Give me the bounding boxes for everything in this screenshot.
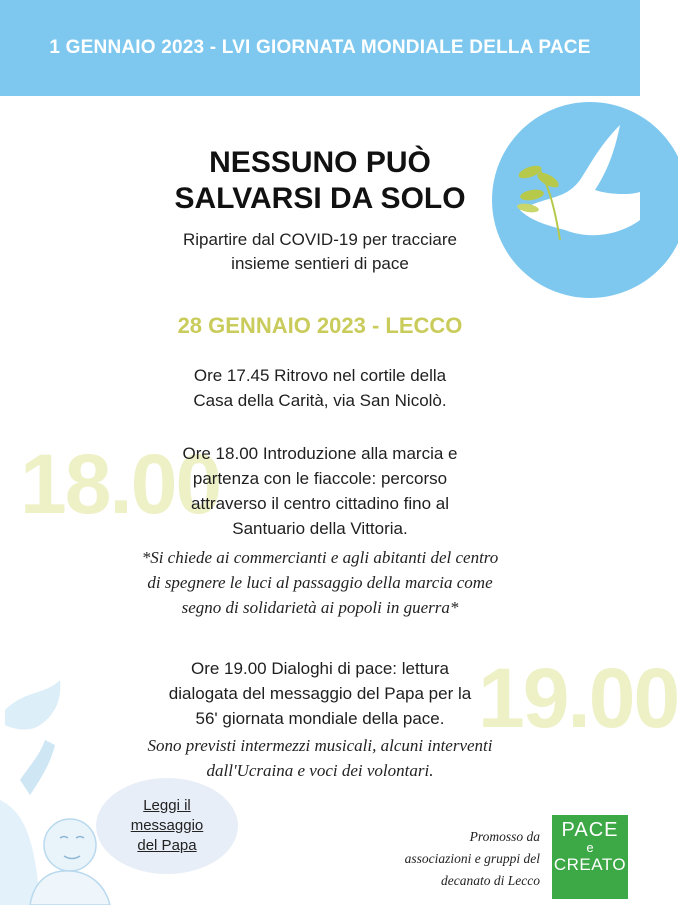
schedule-text: attraverso il centro cittadino fino al [191,494,449,513]
dove-icon [5,680,60,730]
banner-title: 1 GENNAIO 2023 - LVI GIORNATA MONDIALE DELLA PACE [49,37,591,58]
note-text: *Si chiede ai commercianti e agli abitanti del centro [141,548,499,567]
promoter-line: decanato di Lecco [441,873,540,888]
top-banner [0,0,640,96]
button-label-line: messaggio [130,817,204,834]
title-line-2: SALVARSI DA SOLO [174,182,466,215]
note-text: segno di solidarietà ai popoli in guerra* [181,598,459,617]
schedule-text: partenza con le fiaccole: percorso [192,469,448,488]
button-label-line: del Papa [137,837,197,854]
title-line-1: NESSUNO PUÒ [209,146,431,179]
subtitle-line-2: insieme sentieri di pace [231,254,409,273]
note-text: Sono previsti intermezzi musicali, alcuni interventi [147,736,493,755]
schedule-note-1900 [90,733,550,783]
read-message-button[interactable] [96,778,238,874]
pace-e-creato-logo [552,815,628,899]
subtitle [120,228,520,276]
event-date: 28 GENNAIO 2023 - LECCO [177,313,463,338]
schedule-text: 56' giornata mondiale della pace. [195,709,445,728]
schedule-item-1745 [100,363,540,413]
big-time-18: 18.00 [20,437,221,531]
page-title [140,145,500,217]
logo-line-1: PACE [561,819,619,841]
logo-line-2: e [586,840,594,855]
note-text: di spegnere le luci al passaggio della marcia come [147,573,493,592]
schedule-text: Ore 17.45 Ritrovo nel cortile della [193,366,447,385]
logo-line-3: CREATO [553,855,627,874]
pope-head [44,819,96,871]
schedule-text: Casa della Carità, via San Nicolò. [193,391,447,410]
big-time-19: 19.00 [478,651,678,745]
promoter-text [352,826,540,892]
schedule-text: Ore 19.00 Dialoghi di pace: lettura [191,659,449,678]
button-label-line: Leggi il [143,797,191,814]
promoter-line: Promosso da [469,829,540,844]
schedule-item-1800 [100,441,540,541]
subtitle-line-1: Ripartire dal COVID-19 per tracciare [183,230,457,249]
promoter-line: associazioni e gruppi del [404,851,540,866]
pope-with-dove-illustration [0,670,110,905]
schedule-note-1800 [90,545,550,620]
schedule-item-1900 [100,656,540,731]
schedule-text: dialogata del messaggio del Papa per la [168,684,472,703]
schedule-text: Ore 18.00 Introduzione alla marcia e [182,444,458,463]
schedule-text: Santuario della Vittoria. [232,519,408,538]
note-text: dall'Ucraina e voci dei volontari. [206,761,434,780]
